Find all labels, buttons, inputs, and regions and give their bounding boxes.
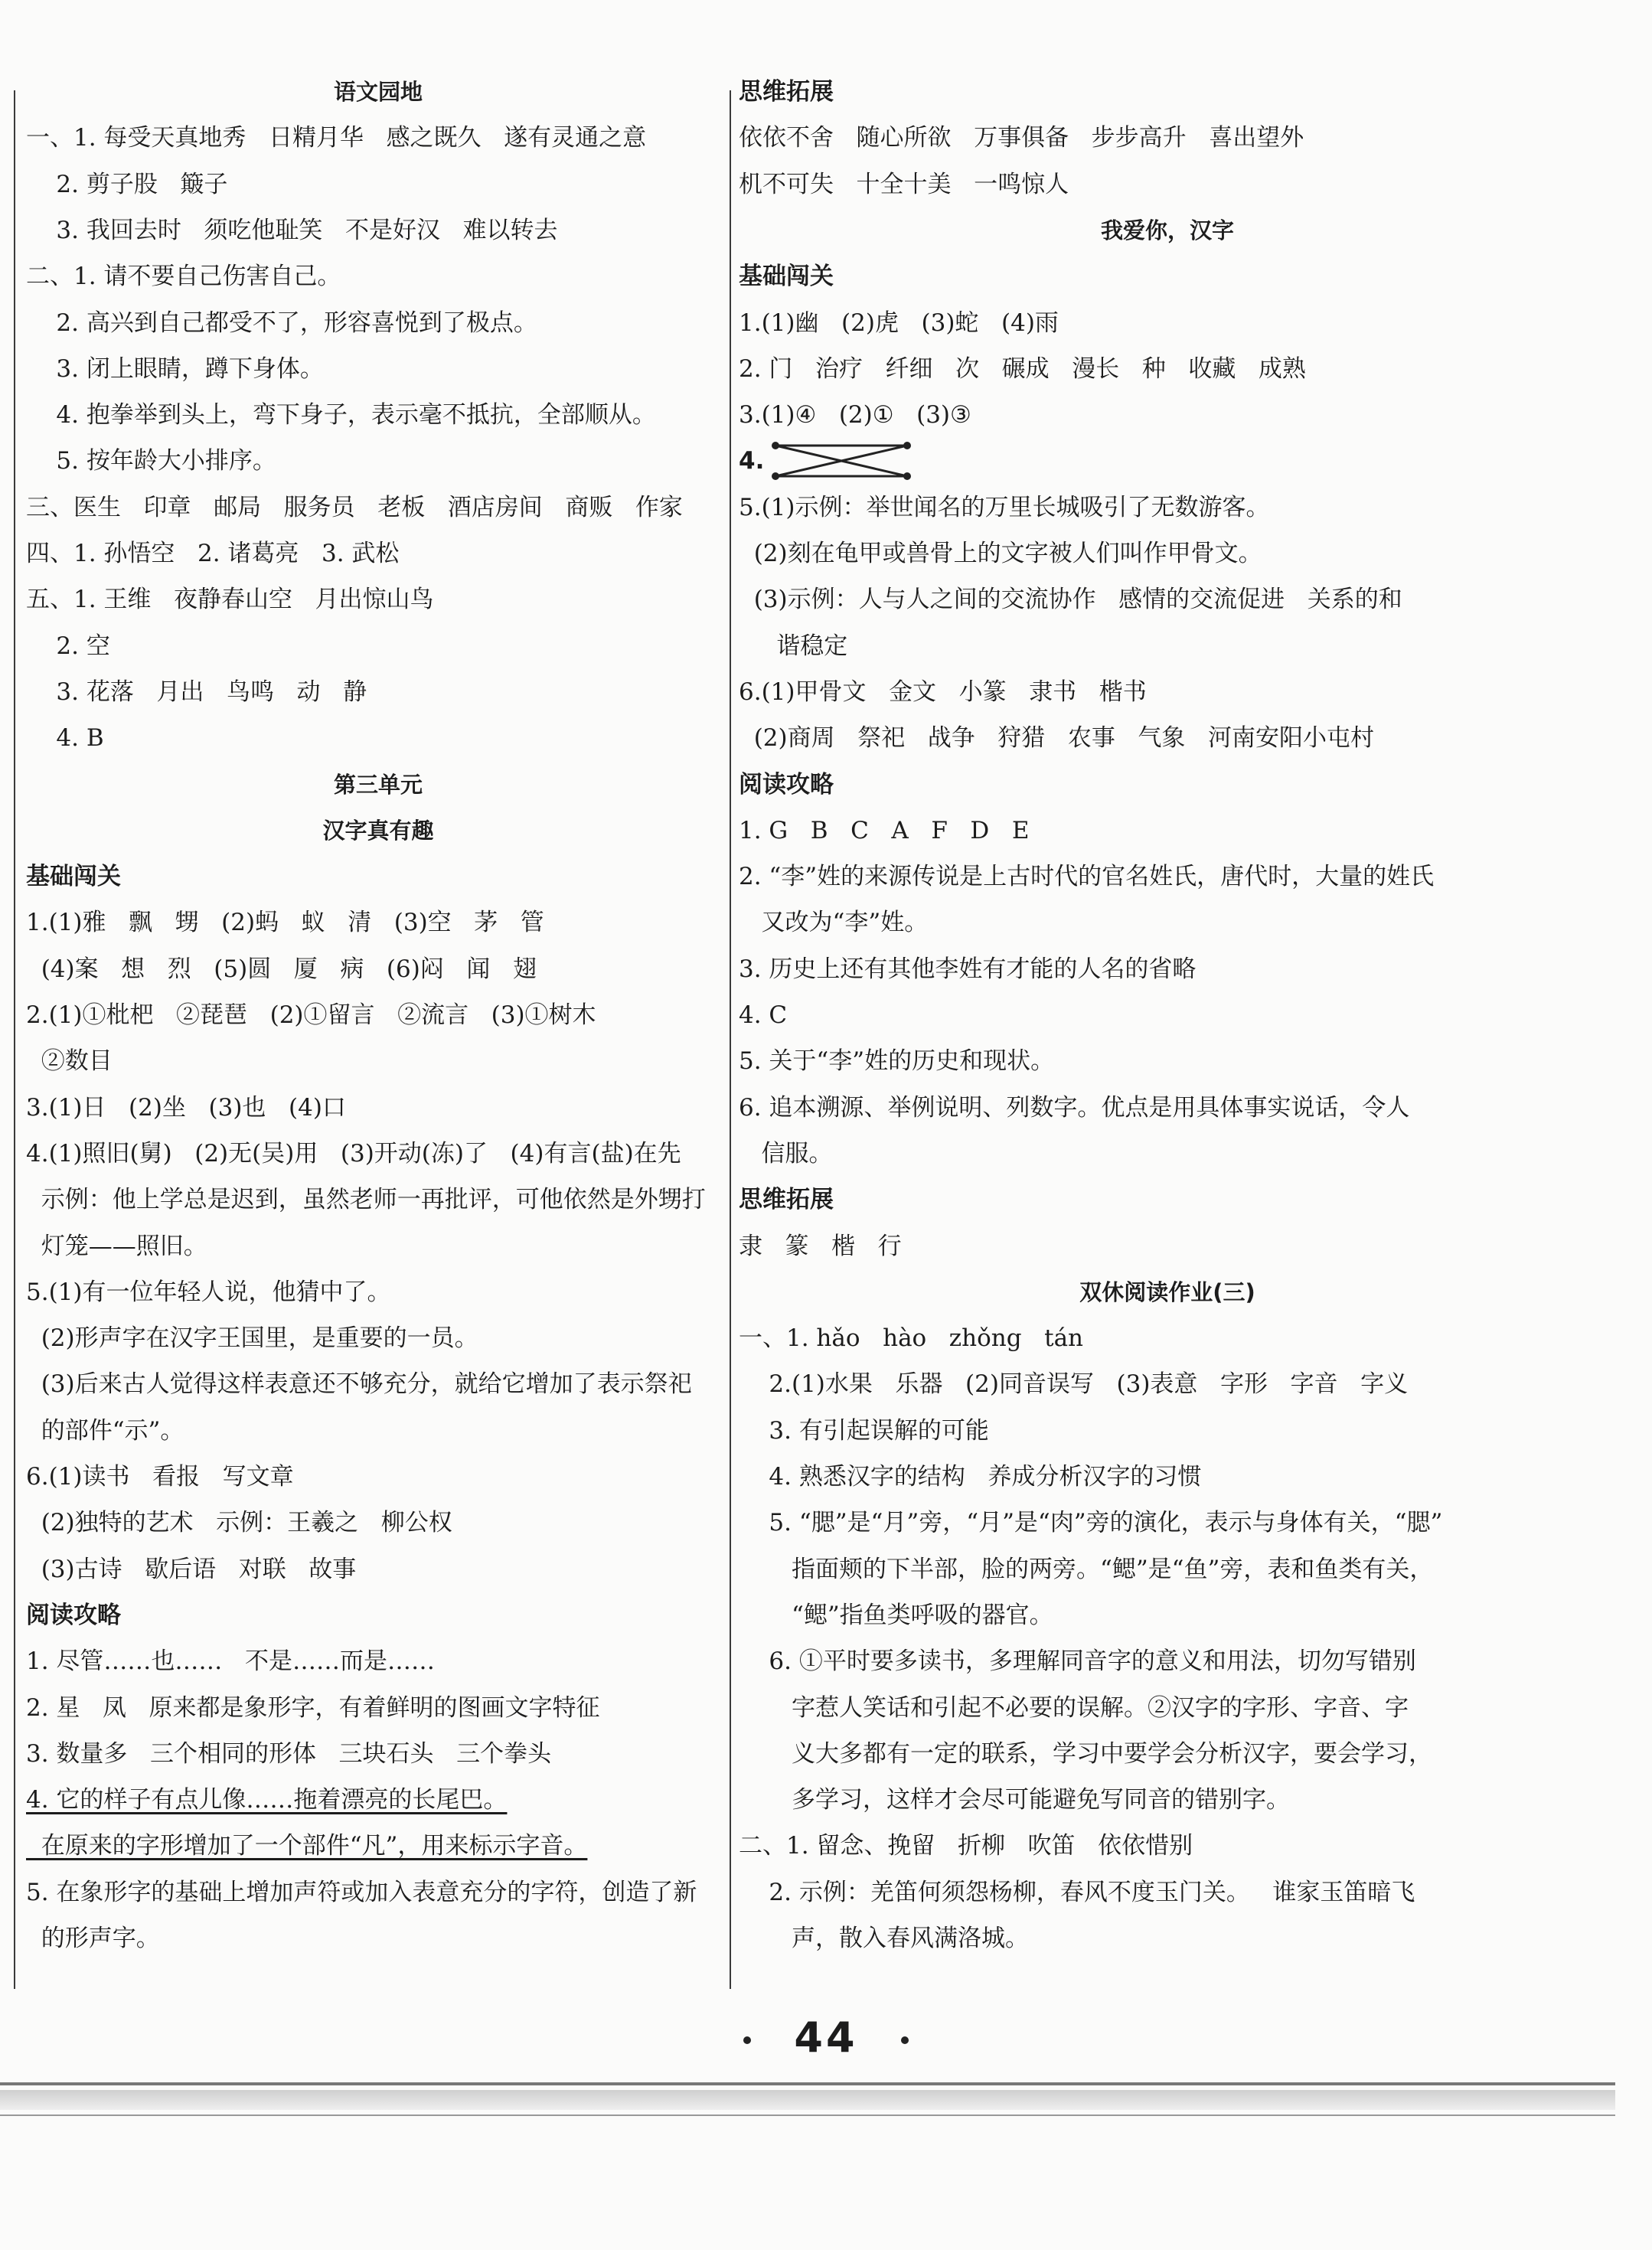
answer-line: 5. 按年龄大小排序。	[26, 447, 276, 475]
answer-line: 的形声字。	[26, 1925, 160, 1952]
bullet-dot-icon	[743, 2036, 751, 2044]
answer-line: 5. 关于“李”姓的历史和现状。	[739, 1047, 1055, 1076]
answer-line: 又改为“李”姓。	[739, 909, 929, 937]
answer-line: 义大多都有一定的联系，学习中要学会分析汉字，要会学习，	[739, 1739, 1432, 1768]
answer-line: 6.(1)甲骨文 金文 小篆 隶书 楷书	[739, 678, 1147, 706]
answer-line: 1. G B C A F D E	[739, 816, 1030, 844]
answer-line: 3.(1)④ (2)① (3)③	[739, 401, 971, 429]
answer-line: (2)形声字在汉字王国里，是重要的一员。	[26, 1324, 478, 1353]
answer-line: 6. 追本溯源、举例说明、列数字。优点是用具体事实说话，令人	[739, 1093, 1410, 1122]
answer-line: 1.(1)幽 (2)虎 (3)蛇 (4)雨	[739, 309, 1059, 337]
answer-line: 四、1. 孙悟空 2. 诸葛亮 3. 武松	[26, 540, 400, 567]
answer-line: (4)案 想 烈 (5)圆 厦 病 (6)闷 闻 翅	[26, 955, 537, 983]
answer-line: 2. 空	[26, 632, 110, 660]
section-heading: 双休阅读作业(三)	[1079, 1278, 1255, 1305]
subsection-heading: 阅读攻略	[739, 770, 834, 798]
answer-line: 5. 在象形字的基础上增加声符或加入表意充分的字符，创造了新	[26, 1878, 697, 1906]
answer-line: (2)独特的艺术 示例：王羲之 柳公权	[26, 1509, 452, 1537]
answer-line: 隶 篆 楷 行	[739, 1232, 902, 1260]
answer-line: 2. 星 凤 原来都是象形字，有着鲜明的图画文字特征	[26, 1693, 600, 1722]
left-margin-line	[14, 90, 15, 1989]
answer-line: 2.(1)水果 乐器 (2)同音误写 (3)表意 字形 字音 字义	[739, 1370, 1409, 1399]
answer-line: 3. 花落 月出 鸟鸣 动 静	[26, 678, 367, 706]
subsection-heading: 基础闯关	[26, 863, 121, 891]
answer-line: 3. 闭上眼睛，蹲下身体。	[26, 354, 324, 383]
answer-line: 的部件“示”。	[26, 1416, 184, 1445]
answer-line: 2. “李”姓的来源传说是上古时代的官名姓氏，唐代时，大量的姓氏	[739, 863, 1435, 891]
answer-line: 4. C	[739, 1001, 788, 1029]
answer-line: 4. 抱拳举到头上，弯下身子，表示毫不抵抗，全部顺从。	[26, 401, 656, 429]
answer-line: ②数目	[26, 1047, 113, 1076]
answer-line: 2.(1)①枇杷 ②琵琶 (2)①留言 ②流言 (3)①树木	[26, 1001, 596, 1029]
answer-line: 2. 示例：羌笛何须怨杨柳，春风不度玉门关。 谁家玉笛暗飞	[739, 1878, 1415, 1906]
footer-rule	[0, 2082, 1615, 2085]
answer-line: 声，散入春风满洛城。	[739, 1925, 1029, 1952]
page-number	[0, 2013, 1652, 2062]
subsection-heading: 思维拓展	[739, 78, 834, 106]
answer-line: 一、1. 每受天真地秀 日精月华 感之既久 遂有灵通之意	[26, 124, 647, 152]
answer-line: 灯笼——照旧。	[26, 1232, 207, 1260]
answer-line: 5. “腮”是“月”旁，“月”是“肉”旁的演化，表示与身体有关，“腮”	[739, 1509, 1443, 1537]
answer-line: 3. 数量多 三个相同的形体 三块石头 三个拳头	[26, 1739, 552, 1768]
answer-line: 一、1. hǎo hào zhǒng tán	[739, 1324, 1084, 1353]
matching-lines-icon	[769, 438, 915, 484]
section-heading: 我爱你，汉字	[1100, 217, 1234, 243]
answer-line: 机不可失 十全十美 一鸣惊人	[739, 170, 1069, 198]
section-heading: 语文园地	[333, 79, 423, 105]
answer-line: 字惹人笑话和引起不必要的误解。②汉字的字形、字音、字	[739, 1693, 1409, 1722]
footer-rule-thin	[0, 2114, 1615, 2116]
answer-line: 4.(1)照旧(舅) (2)无(吴)用 (3)开动(冻)了 (4)有言(盐)在先	[26, 1139, 681, 1167]
answer-line: 二、1. 留念、挽留 折柳 吹笛 依依惜别	[739, 1832, 1193, 1860]
answer-line: 2. 门 治疗 纤细 次 碾成 漫长 种 收藏 成熟	[739, 354, 1306, 383]
answer-line: 2. 剪子股 簸子	[26, 170, 228, 198]
answer-line: 三、医生 印章 邮局 服务员 老板 酒店房间 商贩 作家	[26, 493, 683, 521]
subsection-heading: 阅读攻略	[26, 1601, 121, 1629]
answer-line: 1. 尽管……也…… 不是……而是……	[26, 1647, 435, 1676]
answer-line: 5.(1)有一位年轻人说，他猜中了。	[26, 1278, 391, 1306]
answer-line: 信服。	[739, 1139, 833, 1167]
answer-line: 2. 高兴到自己都受不了，形容喜悦到了极点。	[26, 309, 537, 337]
underlined-answer-line: 在原来的字形增加了一个部件“凡”，用来标示字音。	[26, 1832, 588, 1860]
answer-line: 谐稳定	[739, 632, 848, 660]
answer-line: 示例：他上学总是迟到，虽然老师一再批评，可他依然是外甥打	[26, 1186, 706, 1214]
answer-line: 指面颊的下半部，脸的两旁。“鳃”是“鱼”旁，表和鱼类有关，	[739, 1555, 1434, 1583]
answer-line: 4. B	[26, 724, 104, 753]
bullet-dot-icon	[901, 2036, 909, 2044]
answer-line: 4. 熟悉汉字的结构 养成分析汉字的习惯	[739, 1463, 1202, 1491]
answer-line: (2)刻在龟甲或兽骨上的文字被人们叫作甲骨文。	[739, 540, 1262, 567]
footer-rule-shade	[0, 2090, 1615, 2110]
answer-line: 6. ①平时要多读书，多理解同音字的意义和用法，切勿写错别	[739, 1647, 1416, 1676]
answer-line: 多学习，这样才会尽可能避免写同音的错别字。	[739, 1786, 1290, 1814]
answer-line: “鳃”指鱼类呼吸的器官。	[739, 1601, 1053, 1629]
answer-line: (3)示例：人与人之间的交流协作 感情的交流促进 关系的和	[739, 586, 1402, 614]
answer-line: (2)商周 祭祀 战争 狩猎 农事 气象 河南安阳小屯村	[739, 724, 1374, 753]
underlined-answer-line: 4. 它的样子有点儿像……拖着漂亮的长尾巴。	[26, 1786, 508, 1814]
answer-line: 3. 有引起误解的可能	[739, 1416, 989, 1445]
answer-line: 五、1. 王维 夜静春山空 月出惊山鸟	[26, 586, 434, 614]
answer-line: 3. 我回去时 须吃他耻笑 不是好汉 难以转去	[26, 216, 558, 244]
page-number-text: 44	[794, 2013, 858, 2062]
answer-line: (3)古诗 歇后语 对联 故事	[26, 1555, 357, 1583]
answer-line: 依依不舍 随心所欲 万事俱备 步步高升 喜出望外	[739, 124, 1304, 152]
answer-line: 3. 历史上还有其他李姓有才能的人名的省略	[739, 955, 1197, 983]
answer-line: (3)后来古人觉得这样表意还不够充分，就给它增加了表示祭祀	[26, 1370, 692, 1399]
answer-line: 3.(1)日 (2)坐 (3)也 (4)口	[26, 1093, 346, 1122]
section-heading: 第三单元	[333, 771, 423, 798]
subsection-heading: 思维拓展	[739, 1186, 834, 1214]
answer-line: 二、1. 请不要自己伤害自己。	[26, 263, 341, 291]
answer-line: 6.(1)读书 看报 写文章	[26, 1463, 294, 1491]
section-heading: 汉字真有趣	[322, 817, 434, 844]
answer-line: 5.(1)示例：举世闻名的万里长城吸引了无数游客。	[739, 493, 1270, 521]
subsection-heading: 基础闯关	[739, 263, 834, 291]
answer-line: 4.	[739, 447, 765, 475]
answer-line: 1.(1)雅 飘 甥 (2)蚂 蚁 清 (3)空 茅 管	[26, 909, 544, 937]
column-divider	[730, 90, 731, 1989]
